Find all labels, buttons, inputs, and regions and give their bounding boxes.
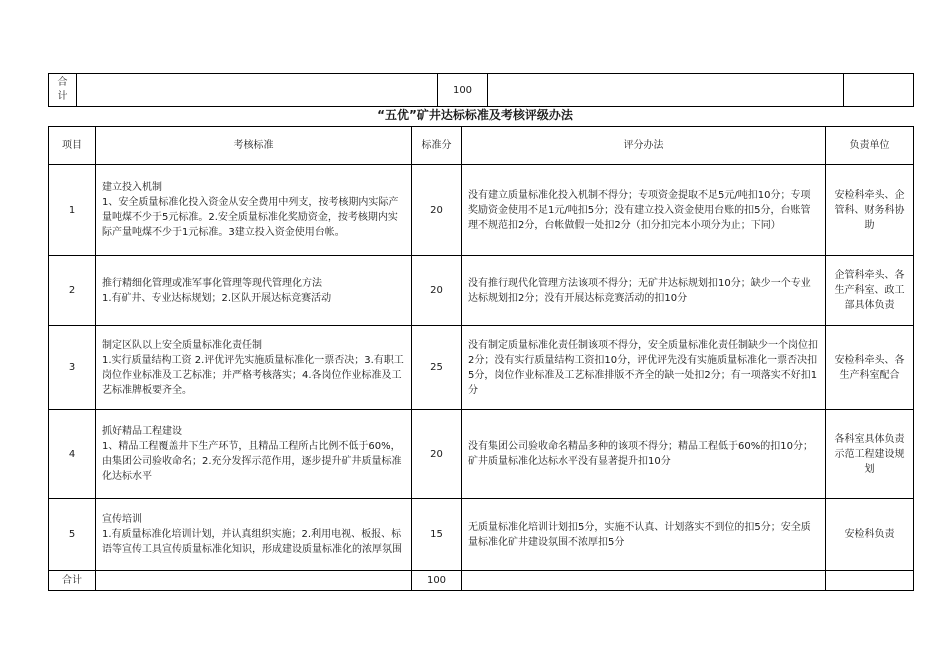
total-label: 合计 xyxy=(49,571,96,591)
method-cell: 无质量标准化培训计划扣5分，实施不认真、计划落实不到位的扣5分；安全质量标准化矿井建设氛围不浓厚扣5分 xyxy=(462,499,826,571)
dept-cell: 各科室具体负责示范工程建设规划 xyxy=(826,410,914,499)
header-standard: 考核标准 xyxy=(96,127,412,165)
method-cell: 没有推行现代化管理方法该项不得分；无矿井达标规划扣10分；缺少一个专业达标规划扣2分；没有开展达标竞赛活动的扣10分 xyxy=(462,256,826,326)
summary-table-top xyxy=(48,73,914,107)
header-row xyxy=(49,127,914,165)
standard-cell xyxy=(96,165,412,256)
standard-cell xyxy=(96,256,412,326)
empty-cell xyxy=(77,74,438,107)
total-row xyxy=(49,571,914,591)
method-cell: 没有制定质量标准化责任制该项不得分，安全质量标准化责任制缺少一个岗位扣2分；没有实行质量结构工资扣10分，评优评先没有实施质量标准化一票否决扣5分，岗位作业标准及工艺标准排版不齐全的缺一处扣2分；有一项落实不好扣1分 xyxy=(462,326,826,410)
standard-title: 推行精细化管理或准军事化管理等现代管理化方法 xyxy=(102,277,322,289)
standard-cell xyxy=(96,499,412,571)
standard-title: 宣传培训 xyxy=(102,514,142,525)
score-cell: 25 xyxy=(412,326,462,410)
standard-text: 1.有质量标准化培训计划，并认真组织实施；2.利用电视、板报、标语等宣传工具宣传质量标准化知识，形成建设质量标准化的浓厚氛围 xyxy=(102,529,402,555)
table-row xyxy=(49,410,914,499)
standard-text: 1、精品工程覆盖井下生产环节，且精品工程所占比例不低于60%，由集团公司验收命名；2.充分发挥示范作用，逐步提升矿井质量标准化达标水平 xyxy=(102,441,402,482)
empty-cell xyxy=(488,74,844,107)
row-number: 1 xyxy=(49,165,96,256)
dept-cell: 企管科牵头、各生产科室、政工部具体负责 xyxy=(826,256,914,326)
total-value: 100 xyxy=(412,571,462,591)
empty-cell xyxy=(462,571,826,591)
standard-text: 1.实行质量结构工资 2.评优评先实施质量标准化一票否决；3.有职工岗位作业标准及工艺标准；并严格考核落实；4.各岗位作业标准及工艺标准牌板要齐全。 xyxy=(102,354,404,396)
header-score: 标准分 xyxy=(412,127,462,165)
table-row xyxy=(49,499,914,571)
score-cell: 15 xyxy=(412,499,462,571)
row-number: 2 xyxy=(49,256,96,326)
score-cell: 20 xyxy=(412,165,462,256)
method-cell: 没有建立质量标准化投入机制不得分；专项资金提取不足5元/吨扣10分；专项奖励资金使用不足1元/吨扣5分；没有建立投入资金使用台账的扣5分，台账管理不规范扣2分，台帐做假一处扣2分（扣分扣完本小项分为止；下同） xyxy=(462,165,826,256)
header-item: 项目 xyxy=(49,127,96,165)
row-number: 3 xyxy=(49,326,96,410)
standard-text: 1、安全质量标准化投入资金从安全费用中列支，按考核期内实际产量吨煤不少于5元标准。2.安全质量标准化奖励资金，按考核期内实际产量吨煤不少于1元标准。3建立投入资金使用台帐。 xyxy=(102,197,399,238)
standard-title: 抓好精品工程建设 xyxy=(102,426,182,437)
assessment-table xyxy=(48,126,914,591)
table-row xyxy=(49,256,914,326)
summary-row xyxy=(49,74,914,107)
standard-cell xyxy=(96,326,412,410)
total-label: 合计 xyxy=(57,77,68,102)
document-title: “五优”矿井达标标准及考核评级办法 xyxy=(377,108,573,122)
row-number: 5 xyxy=(49,499,96,571)
empty-cell xyxy=(844,74,914,107)
standard-title: 建立投入机制 xyxy=(102,182,162,193)
header-dept: 负责单位 xyxy=(826,127,914,165)
empty-cell xyxy=(826,571,914,591)
score-cell: 20 xyxy=(412,410,462,499)
standard-cell xyxy=(96,410,412,499)
empty-cell xyxy=(96,571,412,591)
row-number: 4 xyxy=(49,410,96,499)
dept-cell: 安检科负责 xyxy=(826,499,914,571)
dept-cell: 安检科牵头、各生产科室配合 xyxy=(826,326,914,410)
standard-text: 1.有矿井、专业达标规划；2.区队开展达标竞赛活动 xyxy=(102,292,332,304)
dept-cell: 安检科牵头、企管科、财务科协助 xyxy=(826,165,914,256)
standard-title: 制定区队以上安全质量标准化责任制 xyxy=(102,339,262,351)
table-row xyxy=(49,326,914,410)
score-cell: 20 xyxy=(412,256,462,326)
method-cell: 没有集团公司验收命名精品多种的该项不得分；精品工程低于60%的扣10分；矿井质量标准化达标水平没有显著提升扣10分 xyxy=(462,410,826,499)
header-method: 评分办法 xyxy=(462,127,826,165)
total-value-cell: 100 xyxy=(438,74,488,107)
total-label-cell xyxy=(49,74,77,107)
table-row xyxy=(49,165,914,256)
